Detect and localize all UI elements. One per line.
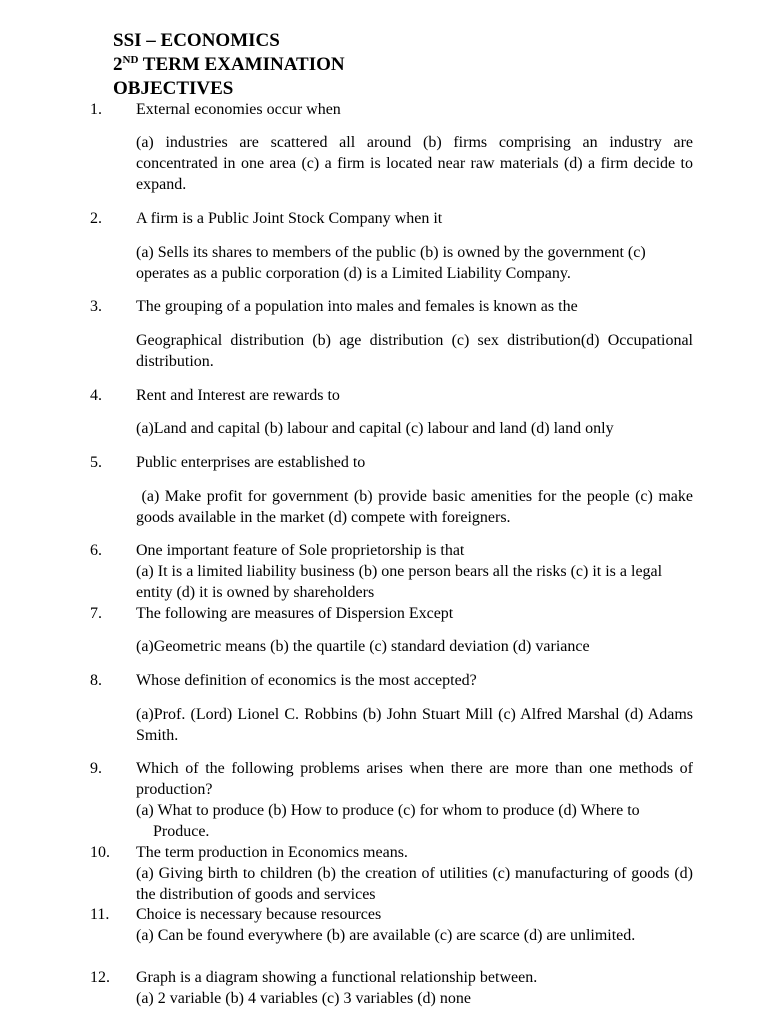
question-options: Geographical distribution (b) age distribution (c) sex distribution(d) Occupational distribution. [136, 332, 693, 370]
subject-title: SSI – ECONOMICS [113, 30, 280, 51]
question-stem: The term production in Economics means. [136, 844, 408, 861]
question-number: 9. [90, 760, 102, 777]
question-options: (a) industries are scattered all around (b) firms comprising an industry are concentrated in one area (c) a firm is located near raw materials (d) a firm decide to expand. [136, 134, 693, 193]
question-number: 8. [90, 672, 102, 689]
question-number: 2. [90, 210, 102, 227]
exam-title [113, 53, 345, 77]
exam-header [113, 29, 345, 101]
question-stem: A firm is a Public Joint Stock Company when it [136, 210, 443, 227]
question-stem: Which of the following problems arises when there are more than one methods of production? [136, 760, 693, 798]
question-number: 3. [90, 298, 102, 315]
question-number: 11. [90, 906, 110, 923]
question-options: (a) Giving birth to children (b) the creation of utilities (c) manufacturing of goods (d) the distribution of goods and services [136, 865, 693, 903]
question-number: 1. [90, 101, 102, 118]
question-stem: Choice is necessary because resources [136, 906, 382, 923]
question-options: (a)Land and capital (b) labour and capital (c) labour and land (d) land only [136, 420, 614, 437]
question-stem: The following are measures of Dispersion Except [136, 605, 454, 622]
exam-title-rest: TERM EXAMINATION [138, 54, 345, 75]
question-stem: The grouping of a population into males and females is known as the [136, 298, 578, 315]
question-options: (a) What to produce (b) How to produce (c) for whom to produce (d) Where to Produce. [136, 802, 640, 840]
question-stem: Whose definition of economics is the most accepted? [136, 672, 477, 689]
question-stem: Graph is a diagram showing a functional relationship between. [136, 969, 538, 986]
question-number: 12. [90, 969, 110, 986]
question-number: 7. [90, 605, 102, 622]
question-number: 10. [90, 844, 110, 861]
question-number: 6. [90, 542, 102, 559]
question-options: (a) Can be found everywhere (b) are available (c) are scarce (d) are unlimited. [136, 927, 636, 944]
question-stem: Public enterprises are established to [136, 454, 366, 471]
question-options: (a) Make profit for government (b) provide basic amenities for the people (c) make goods available in the market (d) compete with foreigners. [136, 488, 697, 526]
question-options: (a)Prof. (Lord) Lionel C. Robbins (b) John Stuart Mill (c) Alfred Marshal (d) Adams Smith. [136, 706, 693, 744]
question-number: 4. [90, 387, 102, 404]
term-number: 2 [113, 54, 123, 75]
question-stem: One important feature of Sole proprietorship is that [136, 542, 465, 559]
question-options: (a)Geometric means (b) the quartile (c) standard deviation (d) variance [136, 638, 590, 655]
question-options: (a) It is a limited liability business (b) one person bears all the risks (c) it is a legal entity (d) it is owned by shareholders [136, 563, 663, 601]
question-stem: External economies occur when [136, 101, 341, 118]
term-ordinal: ND [122, 54, 139, 66]
question-options: (a) 2 variable (b) 4 variables (c) 3 variables (d) none [136, 990, 471, 1007]
question-stem: Rent and Interest are rewards to [136, 387, 340, 404]
question-number: 5. [90, 454, 102, 471]
question-options: (a) Sells its shares to members of the public (b) is owned by the government (c) operates as a public corporation (d) is a Limited Liability Company. [136, 244, 646, 282]
section-title: OBJECTIVES [113, 78, 234, 99]
